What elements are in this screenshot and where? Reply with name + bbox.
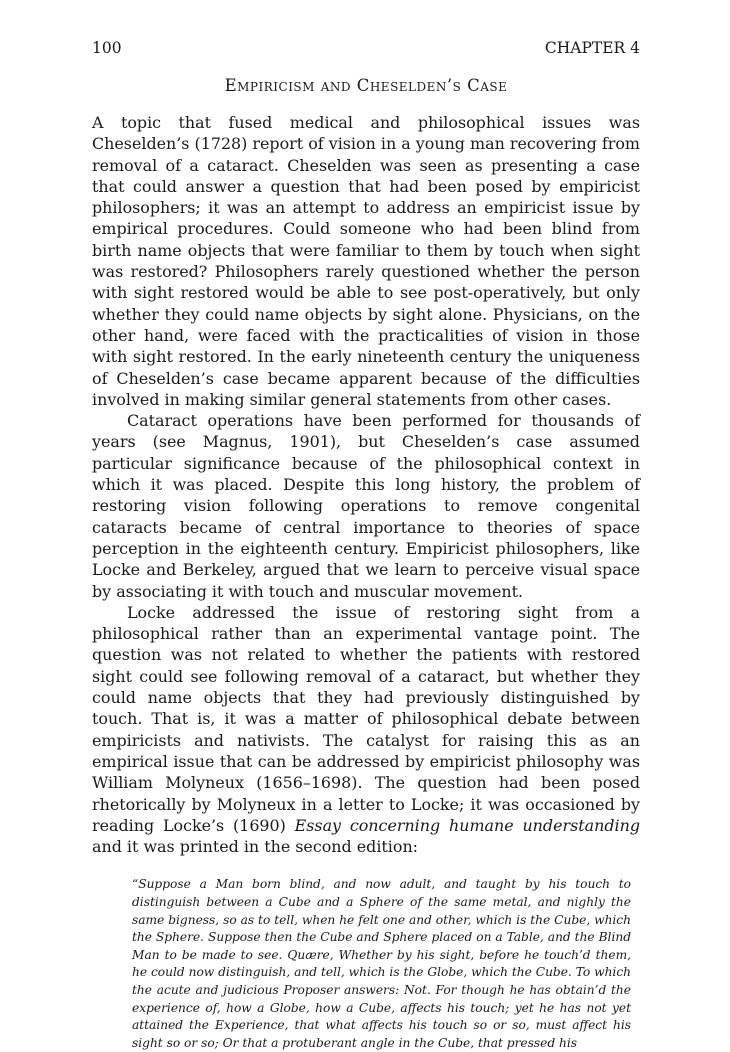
paragraph-text: and it was printed in the second edition: [92, 837, 419, 857]
book-title: Essay concerning humane understanding [294, 815, 640, 835]
quote-text: “Suppose a Man born blind, and now adult, and taught by his touch to distinguish between a Cube and a Sphere of the same metal, and nighly the same bigness, so as to tell, when he felt one and other, which is the Cube, which the Sphere. Suppose then the Cube and Sphere placed on a Table, and the Blind Man to be made to see. Quære, Whether by his sight, before he touch’d them, he could now distinguish, and tell, which is the Globe, which the Cube. To which the acute and judicious Proposer answers: Not. For though he has obtain’d the experience of, how a Globe, how a Cube, affects his touch; yet he has not yet attained the Experience, that what affects his touch so or so, must affect his sight so or so; Or that a protuberant angle in the Cube, that pressed his [132, 877, 631, 1050]
running-header [92, 38, 640, 58]
body-text [92, 112, 640, 857]
paragraph [92, 602, 640, 858]
book-page [92, 38, 640, 1052]
chapter-label: CHAPTER 4 [544, 39, 640, 57]
paragraph-text: Locke addressed the issue of restoring sight from a philosophical rather than an experimental vantage point. The question was not related to whether the patients with restored sight could see following removal of a cataract, but whether they could name objects that they had previously distinguished by touch. That is, it was a matter of philosophical debate between empiricists and nativists. The catalyst for raising this as an empirical issue that can be addressed by empiricist philosophy was William Molyneux (1656–1698). The question had been posed rhetorically by Molyneux in a letter to Locke; it was occasioned by reading Locke’s (1690) [92, 602, 640, 835]
block-quote [132, 876, 631, 1052]
paragraph: A topic that fused medical and philosophical issues was Cheselden’s (1728) report of vision in a young man recovering from removal of a cataract. Cheselden was seen as presenting a case that could answer a question that had been posed by empiricist philosophers; it was an attempt to address an empiricist issue by empirical procedures. Could someone who had been blind from birth name objects that were familiar to them by touch when sight was restored? Philosophers rarely questioned whether the person with sight restored would be able to see post-operatively, but only whether they could name objects by sight alone. Physicians, on the other hand, were faced with the practicalities of vision in those with sight restored. In the early nineteenth century the uniqueness of Cheselden’s case became apparent because of the difficulties involved in making similar general statements from other cases. [92, 113, 640, 409]
page-number: 100 [92, 39, 122, 57]
paragraph: Cataract operations have been performed for thousands of years (see Magnus, 1901), but Cheselden’s case assumed particular significance because of the philosophical context in which it was placed. Despite this long history, the problem of restoring vision following operations to remove congenital cataracts became of central importance to theories of space perception in the eighteenth century. Empiricist philosophers, like Locke and Berkeley, argued that we learn to perceive visual space by associating it with touch and muscular movement. [92, 411, 640, 601]
section-title: Empiricism and Cheselden’s Case [224, 76, 508, 95]
